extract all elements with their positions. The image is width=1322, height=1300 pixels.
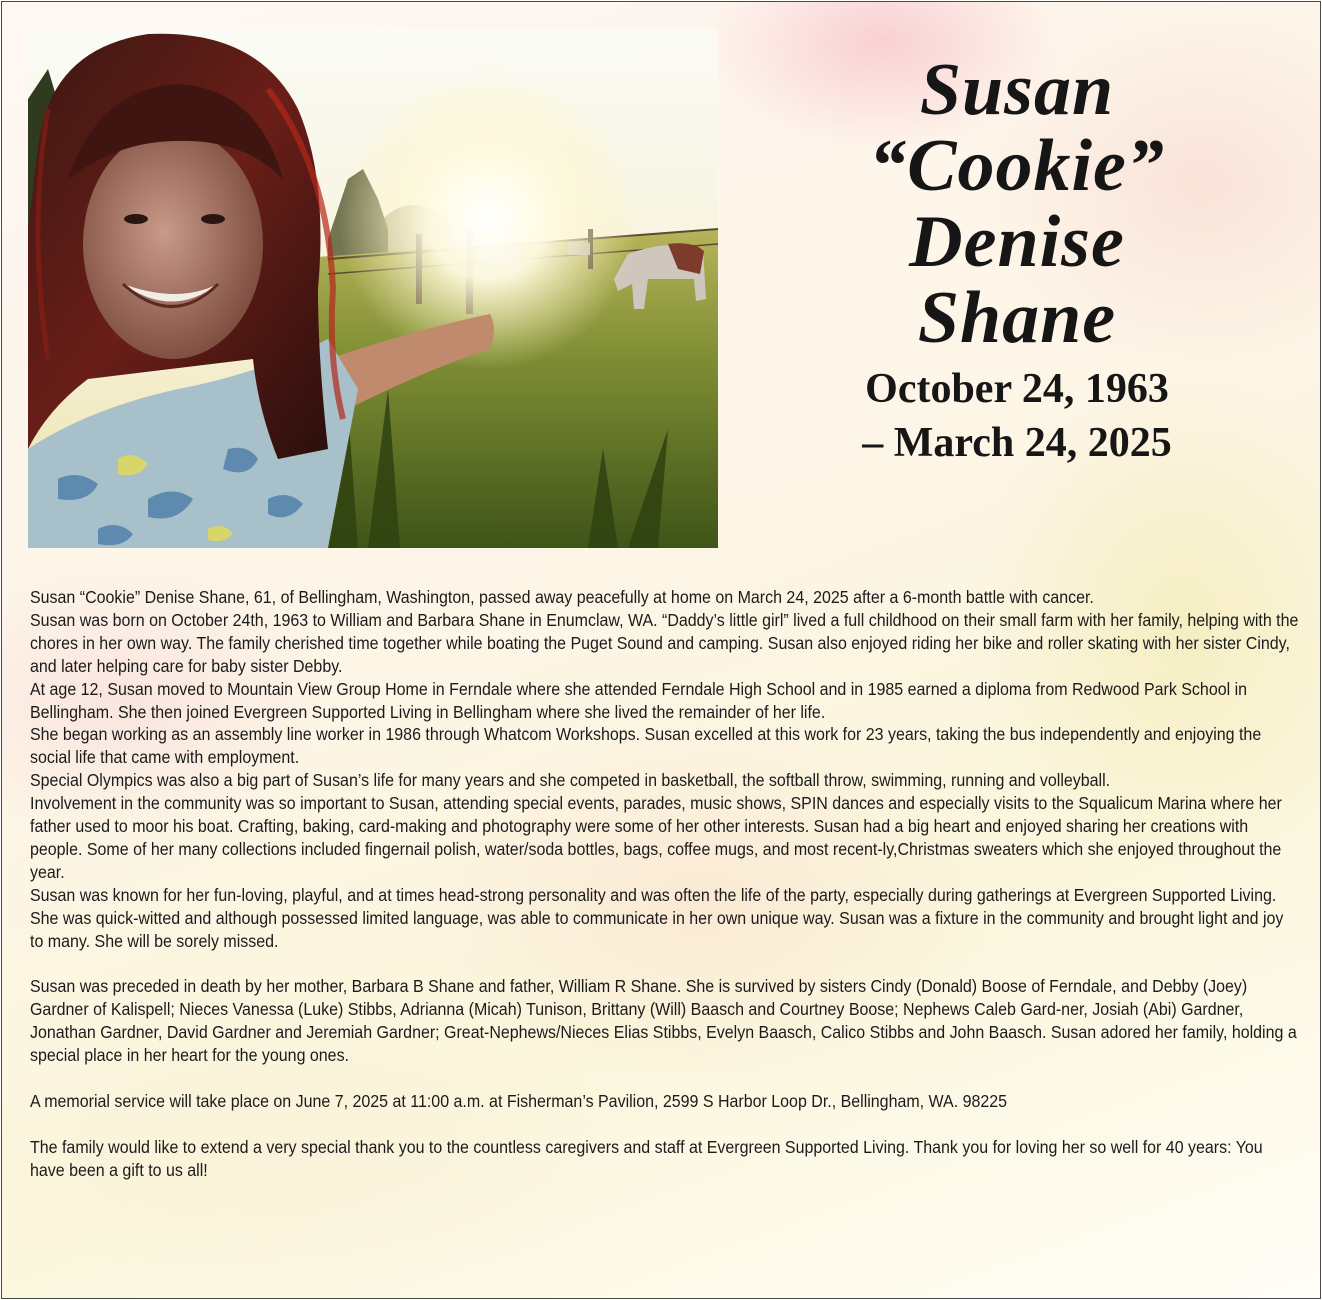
memorial-paragraph: A memorial service will take place on June 7, 2025 at 11:00 a.m. at Fisherman’s Pavilion, 2599 S Harbor Loop Dr., Bellingham, WA. 98225 bbox=[30, 1090, 1008, 1111]
obituary-body bbox=[30, 586, 1300, 1182]
thanks-paragraph: The family would like to extend a very special thank you to the countless caregivers and staff at Evergreen Supported Living. Thank you for loving her so well for 40 years: You have been a gift to us all! bbox=[30, 1136, 1263, 1180]
obituary-paragraph: Susan “Cookie” Denise Shane, 61, of Bellingham, Washington, passed away peacefully at home on March 24, 2025 after a 6-month battle with cancer. bbox=[30, 587, 1094, 607]
life-dates bbox=[762, 362, 1272, 470]
obituary-paragraph: Susan was born on October 24th, 1963 to William and Barbara Shane in Enumclaw, WA. “Daddy’s little girl” lived a full childhood on their small farm with her family, helping with the chores in her own way. The family cherished time together while boating the Puget Sound and camping. Susan also enjoyed riding her bike and roller skating with her sister Cindy, and later helping care for baby sister Debby. bbox=[30, 609, 1299, 676]
name-line-nickname: “Cookie” bbox=[869, 125, 1165, 207]
obituary-paragraph: Involvement in the community was so important to Susan, attending special events, parades, music shows, SPIN dances and especially visits to the Squalicum Marina where her father used to moor his boat. Crafting, baking, card-making and photography were some of her other interests. Susan had a big heart and enjoyed sharing her creations with people. Some of her many collections included fingernail polish, water/soda bottles, bags, coffee mugs, and most recent-ly,Christmas sweaters which she enjoyed throughout the year. bbox=[30, 793, 1282, 882]
obituary-page bbox=[1, 1, 1321, 1299]
portrait-photo bbox=[28, 29, 718, 548]
name-line-last: Shane bbox=[917, 277, 1117, 359]
obituary-paragraph: Susan was known for her fun-loving, playful, and at times head-strong personality and was often the life of the party, especially during gatherings at Evergreen Supported Living. She was quick-witted and although possessed limited language, was able to communicate in her own unique way. Susan was a fixture in the community and brought light and joy to many. She will be sorely missed. bbox=[30, 884, 1284, 951]
birth-date: October 24, 1963 bbox=[865, 366, 1169, 412]
name-line-first: Susan bbox=[919, 49, 1115, 131]
name-line-middle: Denise bbox=[909, 201, 1125, 283]
obituary-paragraph: At age 12, Susan moved to Mountain View Group Home in Ferndale where she attended Ferndale High School and in 1985 earned a diploma from Redwood Park School in Bellingham. She then joined Evergreen Supported Living in Bellingham where she lived the remainder of her life. bbox=[30, 678, 1248, 722]
obituary-paragraph: Special Olympics was also a big part of Susan’s life for many years and she competed in basketball, the softball throw, swimming, running and volleyball. bbox=[30, 770, 1111, 791]
title-block bbox=[762, 49, 1272, 470]
survivors-paragraph: Susan was preceded in death by her mother, Barbara B Shane and father, William R Shane. She is survived by sisters Cindy (Donald) Boose of Ferndale, and Debby (Joey) Gardner of Kalispell; Nieces Vanessa (Luke) Stibbs, Adrianna (Micah) Tunison, Brittany (Will) Baasch and Courtney Boose; Nephews Caleb Gard-ner, Josiah (Abi) Gardner, Jonathan Gardner, David Gardner and Jeremiah Gardner; Great-Nephews/Nieces Elias Stibbs, Evelyn Baasch, Calico Stibbs and John Baasch. Susan adored her family, holding a special place in her heart for the young ones. bbox=[30, 976, 1297, 1066]
obituary-paragraph: She began working as an assembly line worker in 1986 through Whatcom Workshops. Susan excelled at this work for 23 years, taking the bus independently and enjoying the social life that came with employment. bbox=[30, 724, 1262, 768]
death-date: – March 24, 2025 bbox=[862, 420, 1172, 466]
